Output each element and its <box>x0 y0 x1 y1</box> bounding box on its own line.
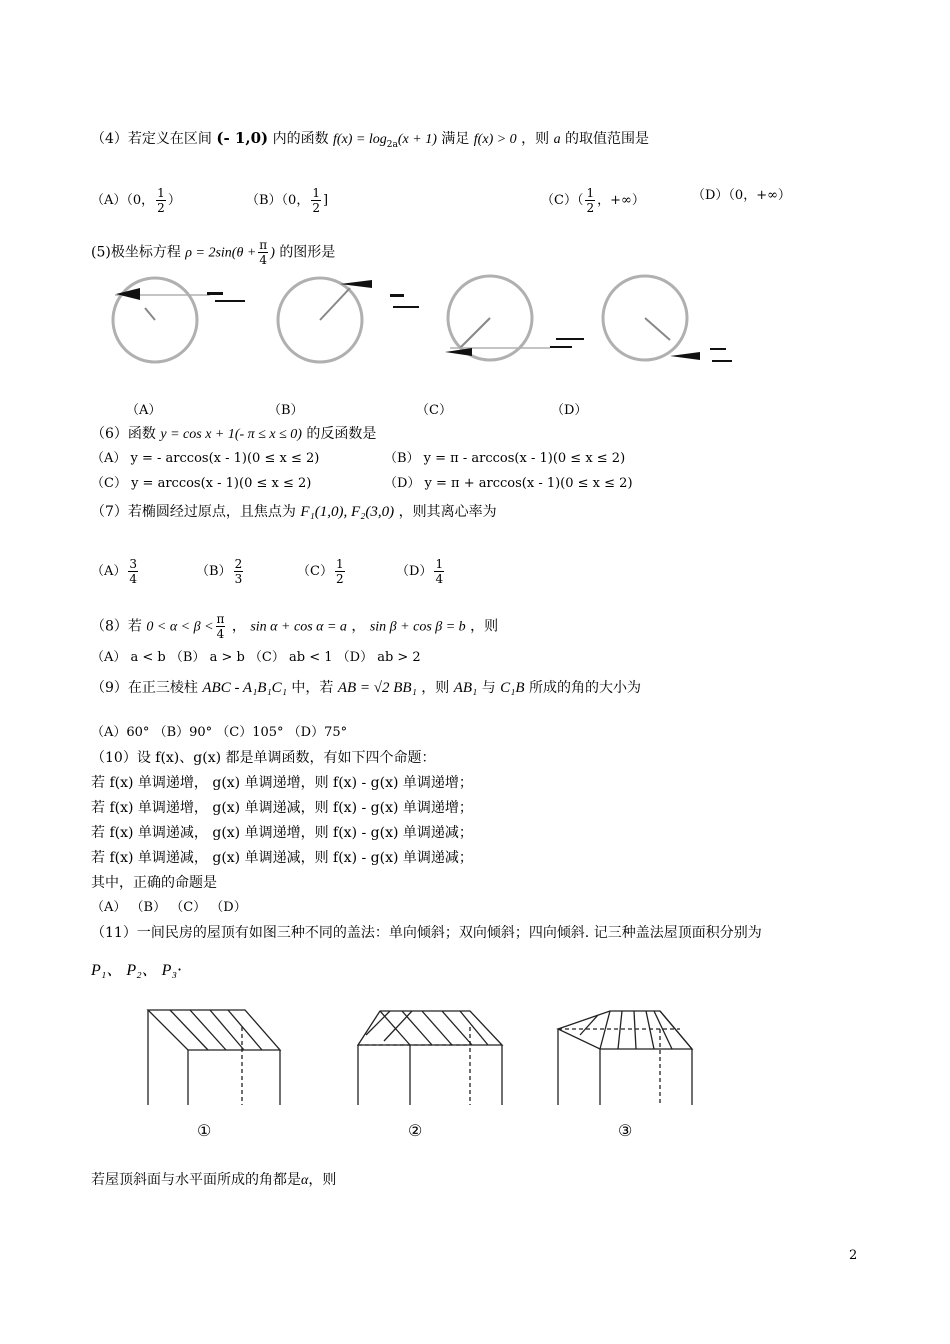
q10-options: （A） （B） （C） （D） <box>91 900 247 915</box>
q5-label-c: （C） <box>416 403 452 418</box>
q4-condition: f(x) > 0 <box>473 132 517 147</box>
q9-prism: ABC - A₁B₁C₁ <box>202 680 287 696</box>
q9-seg1: AB₁ <box>453 680 478 696</box>
q4-func-tail: (x + 1) <box>397 132 437 147</box>
frac-num: 2 <box>234 557 243 571</box>
q4-opt-b-tail: ] <box>322 193 329 208</box>
q4-stem <box>91 128 649 155</box>
frac-num: π <box>216 612 225 626</box>
q4-opt-b-text: （B）（0， <box>246 193 310 208</box>
q9-options: （A）60° （B）90° （C）105° （D）75° <box>91 725 348 740</box>
q8-sep2: ， <box>351 618 366 635</box>
q7-opt-d-frac <box>434 557 444 586</box>
frac-den: 2 <box>586 201 595 215</box>
q8-sep1: ， <box>231 618 246 635</box>
frac-num: 1 <box>435 557 444 571</box>
frac-den: 4 <box>435 572 444 586</box>
q8-text-a: （8）若 <box>91 618 142 635</box>
q6-text-b: 的反函数是 <box>306 426 377 442</box>
q4-text-b: 内的函数 <box>272 131 329 147</box>
q7-opt-b-frac <box>234 557 244 586</box>
q7-text-b: ，则其离心率为 <box>398 504 497 520</box>
q11-fig-label-2: ② <box>408 1121 423 1140</box>
q5-stem <box>91 238 335 267</box>
frac-den: 4 <box>259 253 268 267</box>
q10-line-4: 若 f(x) 单调递减， g(x) 单调递减，则 f(x) - g(x) 单调递减； <box>91 850 473 866</box>
q4-text-c: 满足 <box>441 131 470 147</box>
q5-equation: ρ = 2sin(θ + <box>185 245 257 261</box>
q11-tail-b: ，则 <box>308 1172 337 1188</box>
q10-line-3: 若 f(x) 单调递减， g(x) 单调递增，则 f(x) - g(x) 单调递减； <box>91 825 473 841</box>
q6-stem <box>91 424 376 445</box>
q8-frac <box>216 612 226 641</box>
q9-seg2: C₁B <box>500 680 525 696</box>
q4-text-e: 的取值范围是 <box>565 131 650 147</box>
q7-opt-b-text: （B） <box>196 564 232 579</box>
q9-text-c: ，则 <box>421 680 450 696</box>
q8-options: （A） a < b （B） a > b （C） ab < 1 （D） ab > 2 <box>91 650 421 665</box>
q7-opt-c-frac <box>335 557 345 586</box>
q6-option-b: （B） y = π - arccos(x - 1)(0 ≤ x ≤ 2) <box>384 451 626 466</box>
q11-stem: （11）一间民房的屋顶有如图三种不同的盖法：单向倾斜；双向倾斜；四向倾斜. 记三种盖法屋顶面积分别为 <box>91 925 762 941</box>
q4-var: a <box>553 132 561 147</box>
q7-option-a <box>91 557 140 586</box>
q4-opt-a-tail: ） <box>167 193 181 208</box>
q4-option-b <box>246 186 328 215</box>
q11-dot: · <box>177 960 183 979</box>
q5-polar-figures <box>100 270 760 380</box>
q7-foci: F₁(1,0), F₂(3,0) <box>300 504 395 520</box>
q7-stem <box>91 502 497 522</box>
frac-num: π <box>259 238 268 252</box>
frac-den: 2 <box>335 572 344 586</box>
q4-opt-a-text: （A）（0， <box>91 193 155 208</box>
q4-option-a <box>91 186 181 215</box>
q10-line-5: 其中，正确的命题是 <box>91 875 217 891</box>
figure-d <box>603 276 687 360</box>
q5-text-b: 的图形是 <box>279 244 336 261</box>
q4-option-d: （D）（0，+∞） <box>692 188 791 203</box>
q5-text-a: (5)极坐标方程 <box>91 244 181 261</box>
q6-equation: y = cos x + 1(- π ≤ x ≤ 0) <box>160 427 302 442</box>
q4-opt-a-frac <box>156 186 166 215</box>
frac-num: 1 <box>335 557 344 571</box>
frac-num: 1 <box>312 186 320 200</box>
q4-log-base: 2a <box>386 139 398 150</box>
q8-stem <box>91 612 498 641</box>
q8-inequality: 0 < α < β < <box>146 619 214 635</box>
q6-option-c: （C） y = arccos(x - 1)(0 ≤ x ≤ 2) <box>91 476 312 491</box>
q6-option-a: （A） y = - arccos(x - 1)(0 ≤ x ≤ 2) <box>91 451 320 466</box>
q4-opt-b-frac <box>311 186 321 215</box>
q6-option-d: （D） y = π + arccos(x - 1)(0 ≤ x ≤ 2) <box>384 476 633 491</box>
q4-opt-c-frac <box>585 186 595 215</box>
q9-text-a: （9）在正三棱柱 <box>91 680 198 696</box>
roof-double-slope <box>358 1011 502 1105</box>
q8-eq2: sin β + cos β = b <box>369 619 466 635</box>
roof-single-slope <box>148 1010 280 1105</box>
frac-num: 1 <box>157 186 165 200</box>
frac-num: 1 <box>586 186 595 200</box>
q9-condition: AB = √2 BB₁ <box>337 680 417 696</box>
q5-label-b: （B） <box>268 403 304 418</box>
frac-den: 4 <box>216 627 225 641</box>
q9-text-e: 所成的角的大小为 <box>529 680 641 696</box>
q11-fig-label-1: ① <box>197 1121 212 1140</box>
q7-opt-d-text: （D） <box>396 564 433 579</box>
q10-stem: （10）设 f(x)、g(x) 都是单调函数，有如下四个命题： <box>91 750 436 766</box>
q6-text-a: （6）函数 <box>91 426 156 442</box>
q11-fig-label-3: ③ <box>618 1121 633 1140</box>
q11-alpha: α <box>301 1173 309 1188</box>
q11-roof-figures <box>140 1005 700 1115</box>
q11-var-list: P₁、 P₂、 P₃ <box>91 962 178 979</box>
q10-line-1: 若 f(x) 单调递增， g(x) 单调递增，则 f(x) - g(x) 单调递增； <box>91 775 473 791</box>
q10-line-2: 若 f(x) 单调递增， g(x) 单调递减，则 f(x) - g(x) 单调递增； <box>91 800 473 816</box>
frac-den: 2 <box>312 201 320 215</box>
q7-option-c <box>297 557 347 586</box>
q4-interval: (- 1,0) <box>216 129 269 147</box>
frac-den: 2 <box>157 201 165 215</box>
page-number: 2 <box>849 1248 858 1263</box>
q9-text-d: 与 <box>481 680 496 696</box>
figure-c <box>448 276 550 360</box>
figure-b <box>278 278 362 362</box>
q7-opt-c-text: （C） <box>297 564 333 579</box>
q9-stem <box>91 678 641 698</box>
figure-arrows <box>116 280 732 362</box>
q5-label-d: （D） <box>551 403 588 418</box>
figure-a <box>113 278 210 362</box>
q8-text-b: ，则 <box>470 618 499 635</box>
frac-den: 3 <box>234 572 243 586</box>
q7-text-a: （7）若椭圆经过原点，且焦点为 <box>91 504 296 520</box>
q5-label-a: （A） <box>126 403 162 418</box>
q4-text-a: （4）若定义在区间 <box>91 131 212 147</box>
q4-text-d: ，则 <box>521 131 550 147</box>
frac-den: 4 <box>129 572 138 586</box>
roof-four-slope <box>558 1011 692 1105</box>
q4-func: f(x) = log <box>333 132 387 147</box>
q7-opt-a-text: （A） <box>91 564 127 579</box>
q11-vars <box>91 960 182 981</box>
q8-eq1: sin α + cos α = a <box>250 619 347 635</box>
q5-eq-tail: ) <box>270 245 275 261</box>
frac-num: 3 <box>129 557 138 571</box>
q7-opt-a-frac <box>128 557 138 586</box>
q11-tail <box>91 1170 336 1191</box>
q11-tail-a: 若屋顶斜面与水平面所成的角都是 <box>91 1172 301 1188</box>
q4-opt-c-tail: ，+∞） <box>597 193 645 208</box>
q7-option-b <box>196 557 245 586</box>
q4-option-c <box>541 186 645 215</box>
q9-text-b: 中，若 <box>291 680 334 696</box>
q5-frac <box>258 238 268 267</box>
q7-option-d <box>396 557 446 586</box>
q4-opt-c-text: （C）（ <box>541 193 584 208</box>
